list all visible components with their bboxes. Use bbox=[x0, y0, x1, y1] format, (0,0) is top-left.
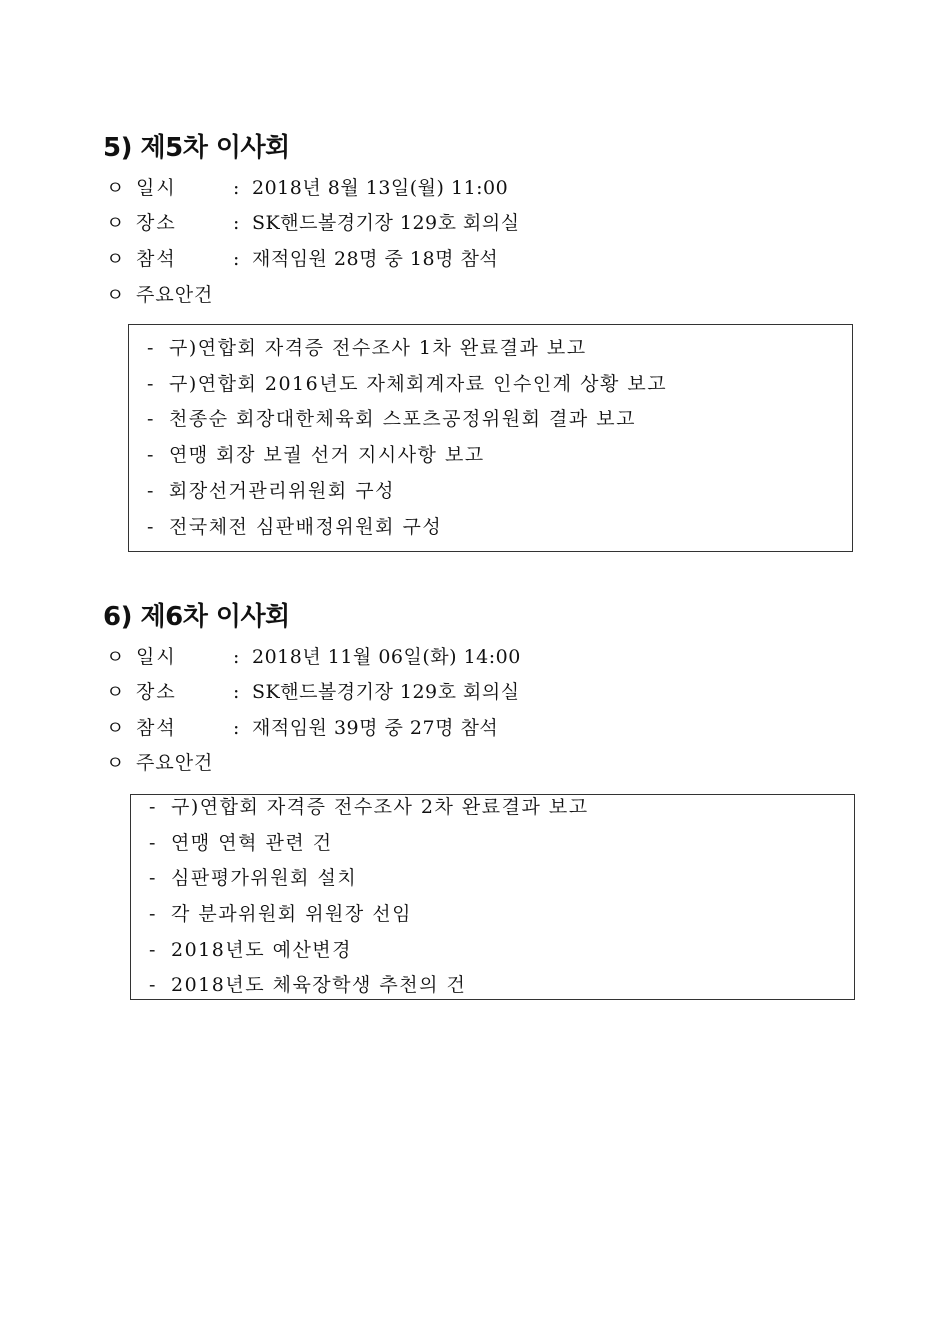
info-colon: : bbox=[233, 248, 240, 270]
info-value: 재적임원 39명 중 27명 참석 bbox=[252, 717, 499, 739]
info-value: 재적임원 28명 중 18명 참석 bbox=[252, 248, 499, 270]
dash-icon: - bbox=[149, 832, 157, 854]
agenda-text: 각 분과위원회 위원장 선임 bbox=[171, 903, 413, 925]
dash-icon: - bbox=[149, 974, 157, 996]
info-colon: : bbox=[233, 212, 240, 234]
agenda-text: 회장선거관리위원회 구성 bbox=[169, 480, 395, 502]
info-colon: : bbox=[233, 681, 240, 703]
bullet-icon: ㅇ bbox=[106, 681, 125, 703]
agenda-item bbox=[149, 899, 412, 929]
agenda-item bbox=[147, 369, 667, 399]
agenda-item bbox=[147, 404, 636, 434]
agenda-label: 주요안건 bbox=[136, 284, 214, 306]
agenda-text: 천종순 회장대한체육회 스포츠공정위원회 결과 보고 bbox=[169, 408, 636, 430]
info-label: 참석 bbox=[136, 248, 177, 270]
dash-icon: - bbox=[149, 903, 157, 925]
agenda-text: 전국체전 심판배정위원회 구성 bbox=[169, 516, 443, 538]
agenda-item bbox=[147, 440, 485, 470]
agenda-label: 주요안건 bbox=[136, 752, 214, 774]
bullet-icon: ㅇ bbox=[106, 284, 125, 306]
dash-icon: - bbox=[147, 373, 155, 395]
bullet-icon: ㅇ bbox=[106, 248, 125, 270]
agenda-item bbox=[149, 863, 357, 893]
info-colon: : bbox=[233, 646, 240, 668]
agenda-item bbox=[149, 935, 352, 965]
agenda-item bbox=[147, 512, 442, 542]
dash-icon: - bbox=[147, 337, 155, 359]
info-label: 장소 bbox=[136, 212, 177, 234]
dash-icon: - bbox=[149, 796, 157, 818]
agenda-item bbox=[149, 828, 333, 858]
dash-icon: - bbox=[147, 444, 155, 466]
info-colon: : bbox=[233, 717, 240, 739]
dash-icon: - bbox=[147, 408, 155, 430]
info-label: 일시 bbox=[136, 646, 177, 668]
bullet-icon: ㅇ bbox=[106, 212, 125, 234]
info-colon: : bbox=[233, 177, 240, 199]
dash-icon: - bbox=[149, 867, 157, 889]
agenda-box bbox=[130, 794, 855, 1000]
info-value: SK핸드볼경기장 129호 회의실 bbox=[252, 681, 520, 703]
info-value: SK핸드볼경기장 129호 회의실 bbox=[252, 212, 520, 234]
info-value: 2018년 8월 13일(월) 11:00 bbox=[252, 177, 509, 199]
agenda-text: 2018년도 예산변경 bbox=[171, 939, 353, 961]
agenda-item bbox=[147, 333, 587, 363]
agenda-text: 연맹 연혁 관련 건 bbox=[171, 832, 333, 854]
bullet-icon: ㅇ bbox=[106, 177, 125, 199]
bullet-icon: ㅇ bbox=[106, 752, 125, 774]
agenda-text: 구)연합회 자격증 전수조사 1차 완료결과 보고 bbox=[169, 337, 587, 359]
bullet-icon: ㅇ bbox=[106, 717, 125, 739]
info-label: 참석 bbox=[136, 717, 177, 739]
agenda-box bbox=[128, 324, 853, 552]
bullet-icon: ㅇ bbox=[106, 646, 125, 668]
agenda-text: 연맹 회장 보궐 선거 지시사항 보고 bbox=[169, 444, 485, 466]
agenda-item bbox=[149, 792, 589, 822]
dash-icon: - bbox=[147, 516, 155, 538]
info-label: 일시 bbox=[136, 177, 177, 199]
section-title: 6) 제6차 이사회 bbox=[103, 602, 290, 632]
agenda-item bbox=[147, 476, 395, 506]
info-label: 장소 bbox=[136, 681, 177, 703]
agenda-item bbox=[149, 970, 466, 1000]
agenda-text: 심판평가위원회 설치 bbox=[171, 867, 358, 889]
dash-icon: - bbox=[147, 480, 155, 502]
section-title: 5) 제5차 이사회 bbox=[103, 133, 290, 163]
agenda-text: 구)연합회 2016년도 자체회계자료 인수인계 상황 보고 bbox=[169, 373, 668, 395]
agenda-text: 구)연합회 자격증 전수조사 2차 완료결과 보고 bbox=[171, 796, 589, 818]
info-value: 2018년 11월 06일(화) 14:00 bbox=[252, 646, 521, 668]
agenda-text: 2018년도 체육장학생 추천의 건 bbox=[171, 974, 467, 996]
dash-icon: - bbox=[149, 939, 157, 961]
